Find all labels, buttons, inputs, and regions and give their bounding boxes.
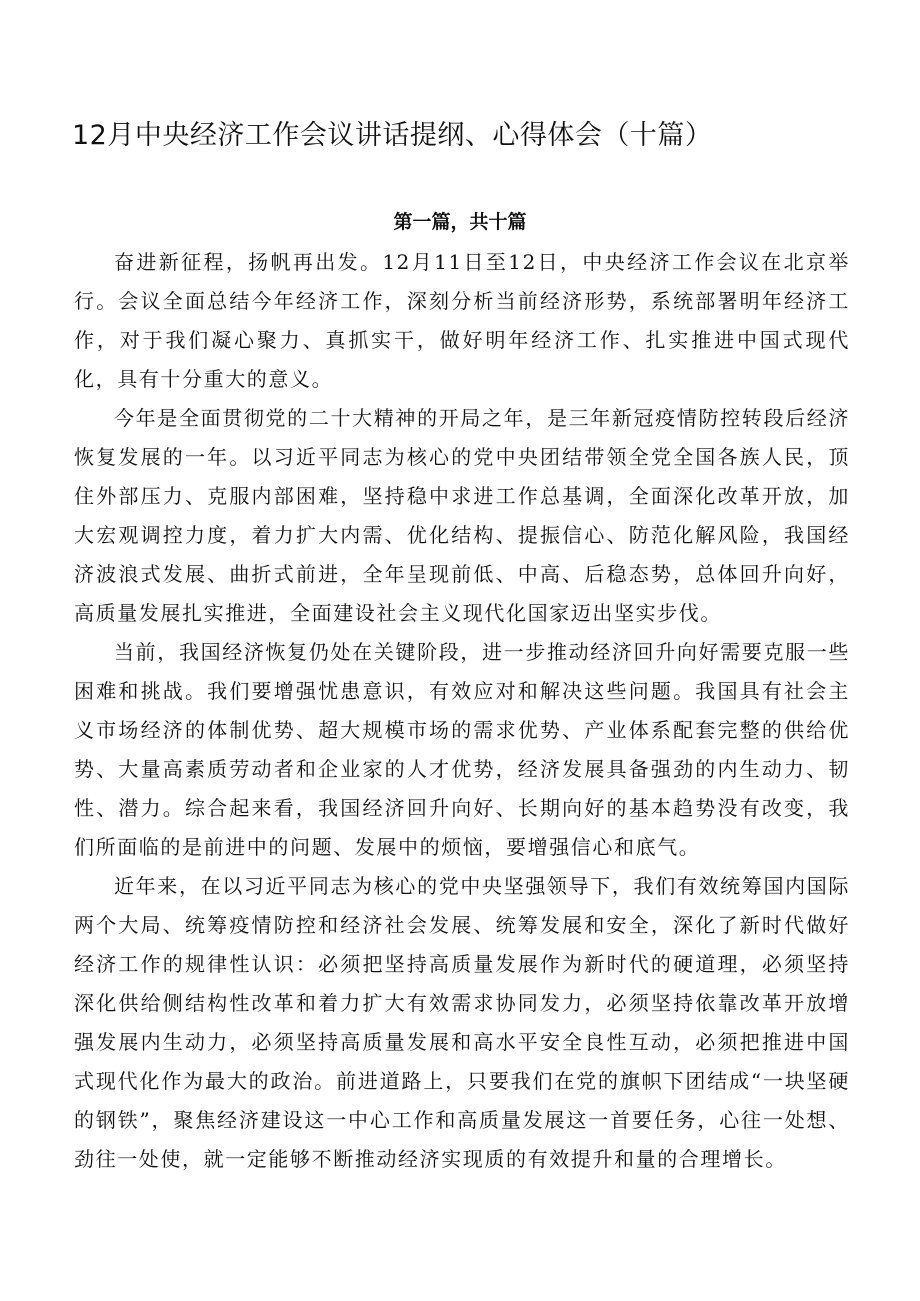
section-heading: 第一篇，共十篇 — [393, 211, 527, 233]
body-paragraph-3: 当前，我国经济恢复仍处在关键阶段，进一步推动经济回升向好需要克服一些困难和挑战。我们要增强忧患意识，有效应对和解决这些问题。我国具有社会主义市场经济的体制优势、超大规模市场的需求优势、产业体系配套完整的供给优势、大量高素质劳动者和企业家的人才优势，经济发展具备强劲的内生动力、韧性、潜力。综合起来看，我国经济回升向好、长期向好的基本趋势没有改变，我们所面临的是前进中的问题、发展中的烦恼，要增强信心和底气。 — [74, 640, 850, 859]
document-title: 12月中央经济工作会议讲话提纲、心得体会（十篇） — [72, 120, 713, 151]
body-paragraph-2: 今年是全面贯彻党的二十大精神的开局之年，是三年新冠疫情防控转段后经济恢复发展的一年。以习近平同志为核心的党中央团结带领全党全国各族人民，顶住外部压力、克服内部困难，坚持稳中求进工作总基调，全面深化改革开放，加大宏观调控力度，着力扩大内需、优化结构、提振信心、防范化解风险，我国经济波浪式发展、曲折式前进，全年呈现前低、中高、后稳态势，总体回升向好，高质量发展扎实推进，全面建设社会主义现代化国家迈出坚实步伐。 — [74, 406, 850, 625]
body-paragraph-1: 奋进新征程，扬帆再出发。12月11日至12日，中央经济工作会议在北京举行。会议全面总结今年经济工作，深刻分析当前经济形势，系统部署明年经济工作，对于我们凝心聚力、真抓实干，做好明年经济工作、扎实推进中国式现代化，具有十分重大的意义。 — [74, 250, 850, 391]
document-body — [74, 243, 850, 1179]
body-paragraph-4: 近年来，在以习近平同志为核心的党中央坚强领导下，我们有效统筹国内国际两个大局、统筹疫情防控和经济社会发展、统筹发展和安全，深化了新时代做好经济工作的规律性认识：必须把坚持高质量发展作为新时代的硬道理，必须坚持深化供给侧结构性改革和着力扩大有效需求协同发力，必须坚持依靠改革开放增强发展内生动力，必须坚持高质量发展和高水平安全良性互动，必须把推进中国式现代化作为最大的政治。前进道路上，只要我们在党的旗帜下团结成“一块坚硬的钢铁”，聚焦经济建设这一中心工作和高质量发展这一首要任务，心往一处想、劲往一处使，就一定能够不断推动经济实现质的有效提升和量的合理增长。 — [74, 874, 850, 1171]
